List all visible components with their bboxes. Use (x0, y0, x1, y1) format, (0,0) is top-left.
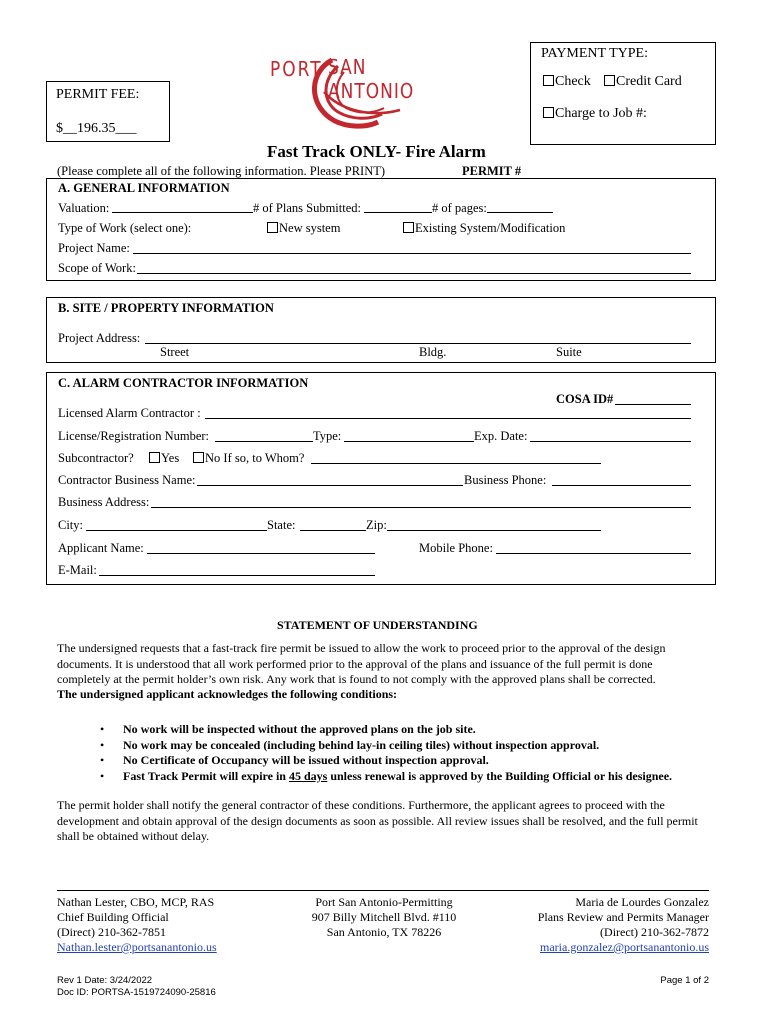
email-field[interactable] (99, 575, 375, 576)
page-title: Fast Track ONLY- Fire Alarm (267, 142, 486, 161)
condition-item: • No work may be concealed (including behind lay-in ceiling tiles) without inspection approval. (100, 737, 600, 752)
type-field[interactable] (344, 441, 474, 442)
footer-left (57, 895, 217, 955)
existing-system-option[interactable]: Existing System/Modification (403, 221, 565, 235)
footer-right-title: Plans Review and Permits Manager (537, 910, 709, 924)
footer-center (284, 895, 484, 940)
subcontractor-yes-option[interactable]: Yes (149, 451, 179, 465)
credit-card-checkbox[interactable] (604, 75, 615, 86)
street-caption: Street (160, 345, 190, 359)
footer-left-title: Chief Building Official (57, 910, 169, 924)
license-number-label: License/Registration Number: (58, 429, 210, 443)
suite-caption: Suite (556, 345, 582, 359)
type-label: Type: (313, 429, 342, 443)
mobile-phone-field[interactable] (496, 553, 691, 554)
section-b-header: B. SITE / PROPERTY INFORMATION (58, 301, 274, 315)
doc-id: Doc ID: PORTSA-1519724090-25816 (57, 987, 216, 998)
bldg-caption: Bldg. (419, 345, 447, 359)
charge-option[interactable]: Charge to Job #: (543, 107, 647, 121)
check-option[interactable]: Check (543, 75, 591, 89)
permit-fee-label: PERMIT FEE: (56, 87, 140, 102)
applicant-name-label: Applicant Name: (58, 541, 144, 555)
new-system-option[interactable]: New system (267, 221, 340, 235)
statement-paragraph-2: The permit holder shall notify the general contractor of these conditions. Furthermore, the applicant agrees to proceed with the development and obtain approval of the design documents as soon as possible. All review issues shall be resolved, and the full permit shall be obtained without delay. (57, 798, 698, 843)
state-field[interactable] (300, 530, 366, 531)
footer-center-address: 907 Billy Mitchell Blvd. #110 (311, 910, 457, 924)
email-label: E-Mail: (58, 563, 97, 577)
port-san-antonio-logo (270, 52, 442, 132)
plans-submitted-field[interactable] (364, 212, 432, 213)
section-b-box (46, 297, 716, 363)
section-a-header: A. GENERAL INFORMATION (58, 181, 230, 195)
new-system-checkbox[interactable] (267, 222, 278, 233)
business-phone-label: Business Phone: (464, 473, 547, 487)
scope-of-work-field[interactable] (137, 273, 691, 274)
project-name-label: Project Name: (58, 241, 130, 255)
section-c-header: C. ALARM CONTRACTOR INFORMATION (58, 376, 309, 390)
subcontractor-whom-field[interactable] (311, 463, 601, 464)
state-label: State: (267, 518, 296, 532)
licensed-contractor-field[interactable] (205, 418, 691, 419)
scope-of-work-label: Scope of Work: (58, 261, 136, 275)
section-c-box (46, 372, 716, 585)
subcontractor-yes-checkbox[interactable] (149, 452, 160, 463)
city-label: City: (58, 518, 84, 532)
footer-divider (57, 890, 709, 891)
condition-item: • No Certificate of Occupancy will be issued without inspection approval. (100, 753, 489, 767)
charge-checkbox[interactable] (543, 107, 554, 118)
footer-right (489, 895, 709, 955)
instructions: (Please complete all of the following information. Please PRINT) (57, 164, 386, 178)
cosa-id-label: COSA ID# (556, 392, 614, 406)
exp-date-label: Exp. Date: (474, 429, 528, 443)
footer-right-name: Maria de Lourdes Gonzalez (575, 895, 709, 909)
pages-label: # of pages: (432, 201, 487, 215)
exp-date-field[interactable] (530, 441, 691, 442)
licensed-contractor-label: Licensed Alarm Contractor : (58, 406, 201, 420)
logo-text-left: PORT (270, 58, 323, 82)
footer-left-name: Nathan Lester, CBO, MCP, RAS (57, 895, 215, 909)
credit-card-option[interactable]: Credit Card (604, 75, 682, 89)
zip-field[interactable] (387, 530, 601, 531)
subcontractor-no-checkbox[interactable] (193, 452, 204, 463)
condition-item: • No work will be inspected without the approved plans on the job site. (100, 722, 476, 736)
business-address-label: Business Address: (58, 495, 150, 509)
footer-center-name: Port San Antonio-Permitting (315, 895, 453, 909)
page-number: Page 1 of 2 (660, 975, 709, 986)
zip-label: Zip: (366, 518, 387, 532)
footer-left-phone: (Direct) 210-362-7851 (57, 925, 166, 939)
section-a-box (46, 178, 716, 281)
project-address-field[interactable] (145, 343, 691, 344)
permit-fee-box (46, 81, 170, 142)
revision-info (57, 975, 216, 999)
subcontractor-label: Subcontractor? (58, 451, 134, 465)
statement-paragraph-1: The undersigned requests that a fast-track fire permit be issued to allow the work to proceed prior to the approval of the design documents. It is understood that all work performed prior to the approval of the plans and issuance of the full permit is done completely at the permit holder’s own risk. Any work that is found to not comply with the approved plans shall be corrected. (57, 641, 666, 686)
conditions-list (100, 722, 672, 784)
condition-item: • Fast Track Permit will expire in 45 days unless renewal is approved by the Building Official or his designee. (100, 768, 673, 783)
project-name-field[interactable] (133, 253, 691, 254)
payment-type-title: PAYMENT TYPE: (541, 46, 648, 61)
payment-type-box (530, 42, 716, 145)
plans-submitted-label: # of Plans Submitted: (253, 201, 361, 215)
applicant-name-field[interactable] (147, 553, 375, 554)
existing-system-checkbox[interactable] (403, 222, 414, 233)
type-of-work-label: Type of Work (select one): (58, 221, 192, 235)
business-phone-field[interactable] (552, 485, 691, 486)
valuation-label: Valuation: (58, 201, 110, 215)
footer-left-email-link[interactable]: Nathan.lester@portsanantonio.us (57, 940, 217, 954)
subcontractor-no-option[interactable]: No If so, to Whom? (193, 451, 304, 465)
pages-field[interactable] (487, 212, 553, 213)
revision-date: Rev 1 Date: 3/24/2022 (57, 975, 153, 986)
statement-acknowledge: The undersigned applicant acknowledges the following conditions: (57, 687, 398, 701)
footer-right-phone: (Direct) 210-362-7872 (600, 925, 709, 939)
statement-title: STATEMENT OF UNDERSTANDING (277, 618, 478, 632)
logo-text-right: SAN ANTONIO (328, 56, 415, 104)
project-address-label: Project Address: (58, 331, 141, 345)
permit-number-label: PERMIT # (462, 164, 522, 178)
business-name-field[interactable] (197, 485, 463, 486)
mobile-phone-label: Mobile Phone: (419, 541, 493, 555)
cosa-id-field[interactable] (615, 404, 691, 405)
permit-fee-amount[interactable]: $__196.35___ (56, 121, 137, 136)
city-field[interactable] (86, 530, 267, 531)
valuation-field[interactable] (112, 212, 253, 213)
footer-right-email-link[interactable]: maria.gonzalez@portsanantonio.us (540, 940, 709, 954)
footer-center-city: San Antonio, TX 78226 (326, 925, 442, 939)
business-address-field[interactable] (151, 507, 691, 508)
check-checkbox[interactable] (543, 75, 554, 86)
business-name-label: Contractor Business Name: (58, 473, 196, 487)
license-number-field[interactable] (215, 441, 313, 442)
